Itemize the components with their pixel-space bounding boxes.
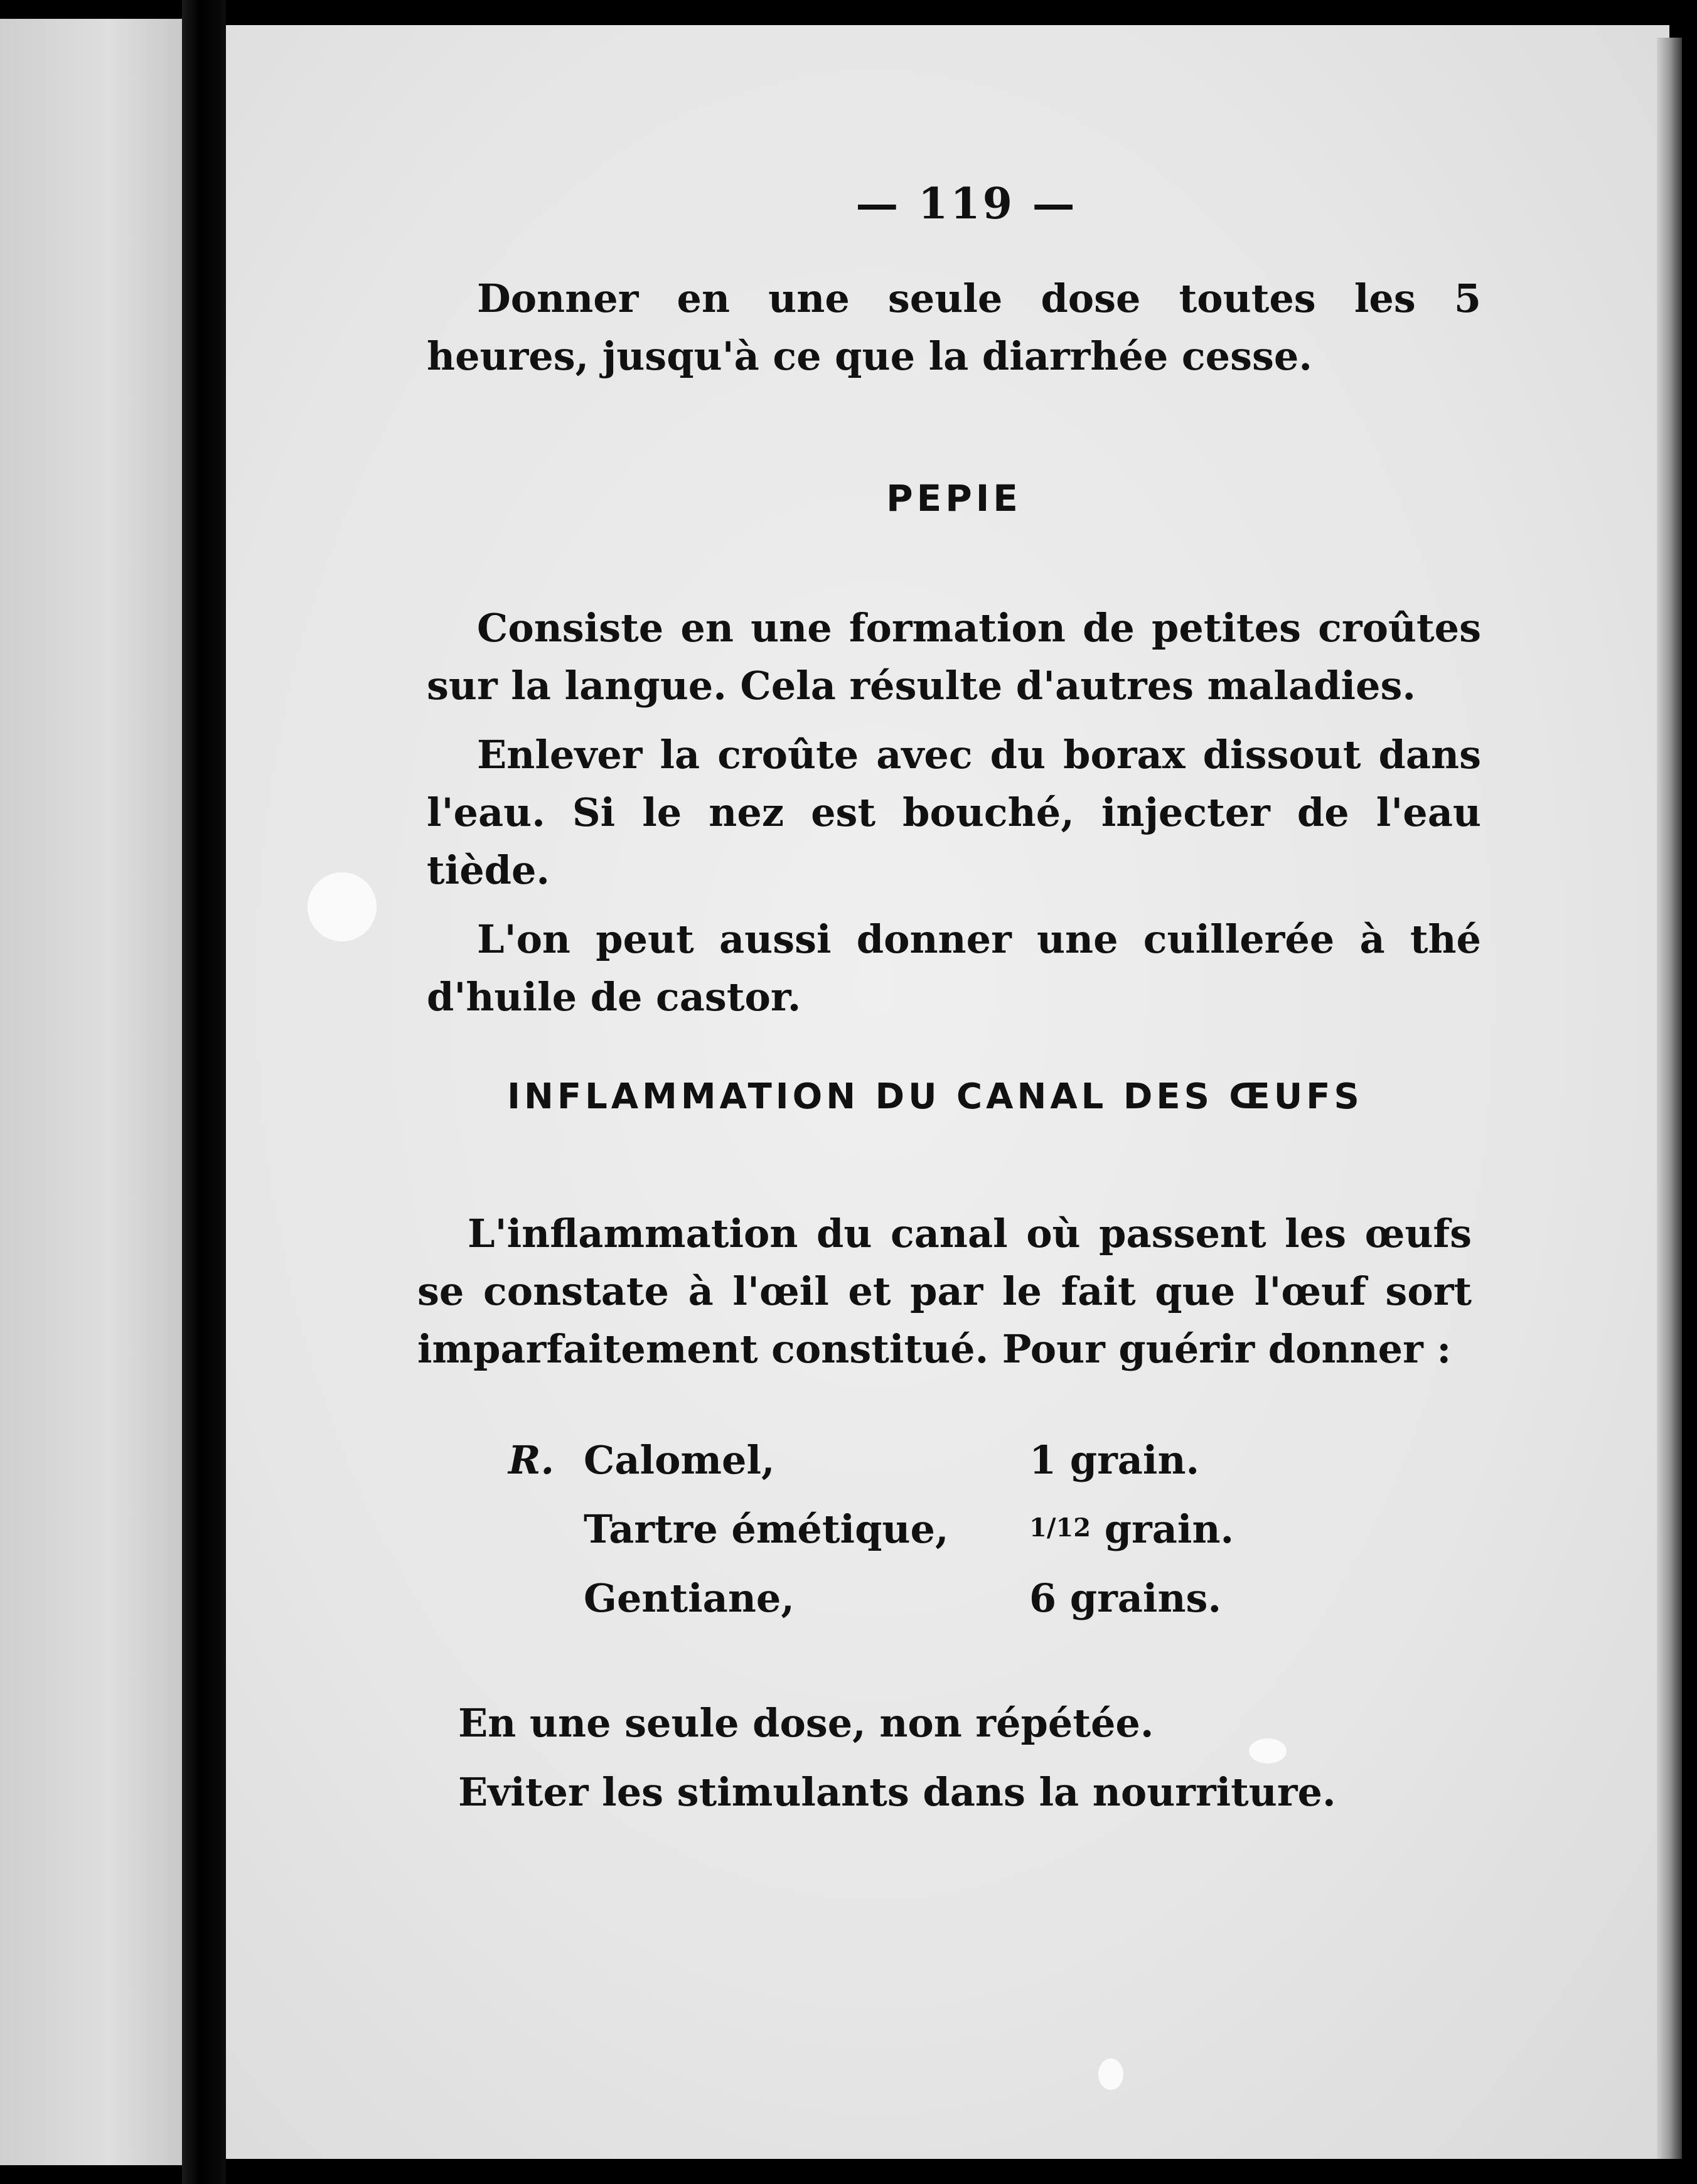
pepie-paragraph-3: L'on peut aussi donner une cuillerée à thé d'huile de castor.	[427, 916, 1481, 1020]
page-number: — 119 —	[855, 179, 1078, 229]
dose-unit: grain.	[1104, 1506, 1234, 1552]
intro-block	[427, 270, 1481, 385]
pepie-paragraph-1: Consiste en une formation de petites croûtes sur la langue. Cela résulte d'autres maladies.	[427, 605, 1481, 709]
recipe-dose: 1 grain.	[1029, 1437, 1200, 1483]
recipe-table	[508, 1437, 1324, 1644]
inflammation-body	[417, 1205, 1472, 1378]
inflammation-paragraph: L'inflammation du canal où passent les œufs se constate à l'œil et par le fait que l'œuf sort imparfaitement constitué. Pour guérir donner :	[417, 1211, 1472, 1372]
recipe-ingredient: Calomel,	[584, 1437, 775, 1483]
recipe-ingredient: Tartre émétique,	[584, 1506, 949, 1552]
section-heading-inflammation: INFLAMMATION DU CANAL DES ŒUFS	[507, 1076, 1363, 1117]
recipe-ingredient: Gentiane,	[584, 1575, 795, 1621]
book-gutter	[182, 0, 226, 2184]
recipe-symbol: R.	[508, 1437, 555, 1483]
recipe-dose	[1029, 1506, 1234, 1569]
recipe-row	[584, 1506, 949, 1569]
recipe-row	[584, 1437, 775, 1500]
pepie-paragraph-2: Enlever la croûte avec du borax dissout dans l'eau. Si le nez est bouché, injecter de l'eau tiède.	[427, 732, 1481, 893]
closing-block	[458, 1694, 1462, 1821]
recipe-row	[584, 1575, 795, 1638]
previous-page-edge	[0, 19, 182, 2165]
recipe-dose: 6 grains.	[1029, 1575, 1222, 1621]
intro-paragraph: Donner en une seule dose toutes les 5 heures, jusqu'à ce que la diarrhée cesse.	[427, 276, 1481, 379]
dose-fraction: 1/12	[1029, 1513, 1091, 1543]
closing-line-2: Eviter les stimulants dans la nourriture.	[458, 1769, 1336, 1815]
pepie-body	[427, 599, 1481, 1026]
section-heading-pepie: PEPIE	[886, 477, 1022, 520]
paper-blemish	[308, 872, 377, 941]
paper-blemish	[1098, 2058, 1123, 2090]
page-right-edge	[1657, 38, 1682, 2159]
closing-line-1: En une seule dose, non répétée.	[458, 1700, 1154, 1746]
